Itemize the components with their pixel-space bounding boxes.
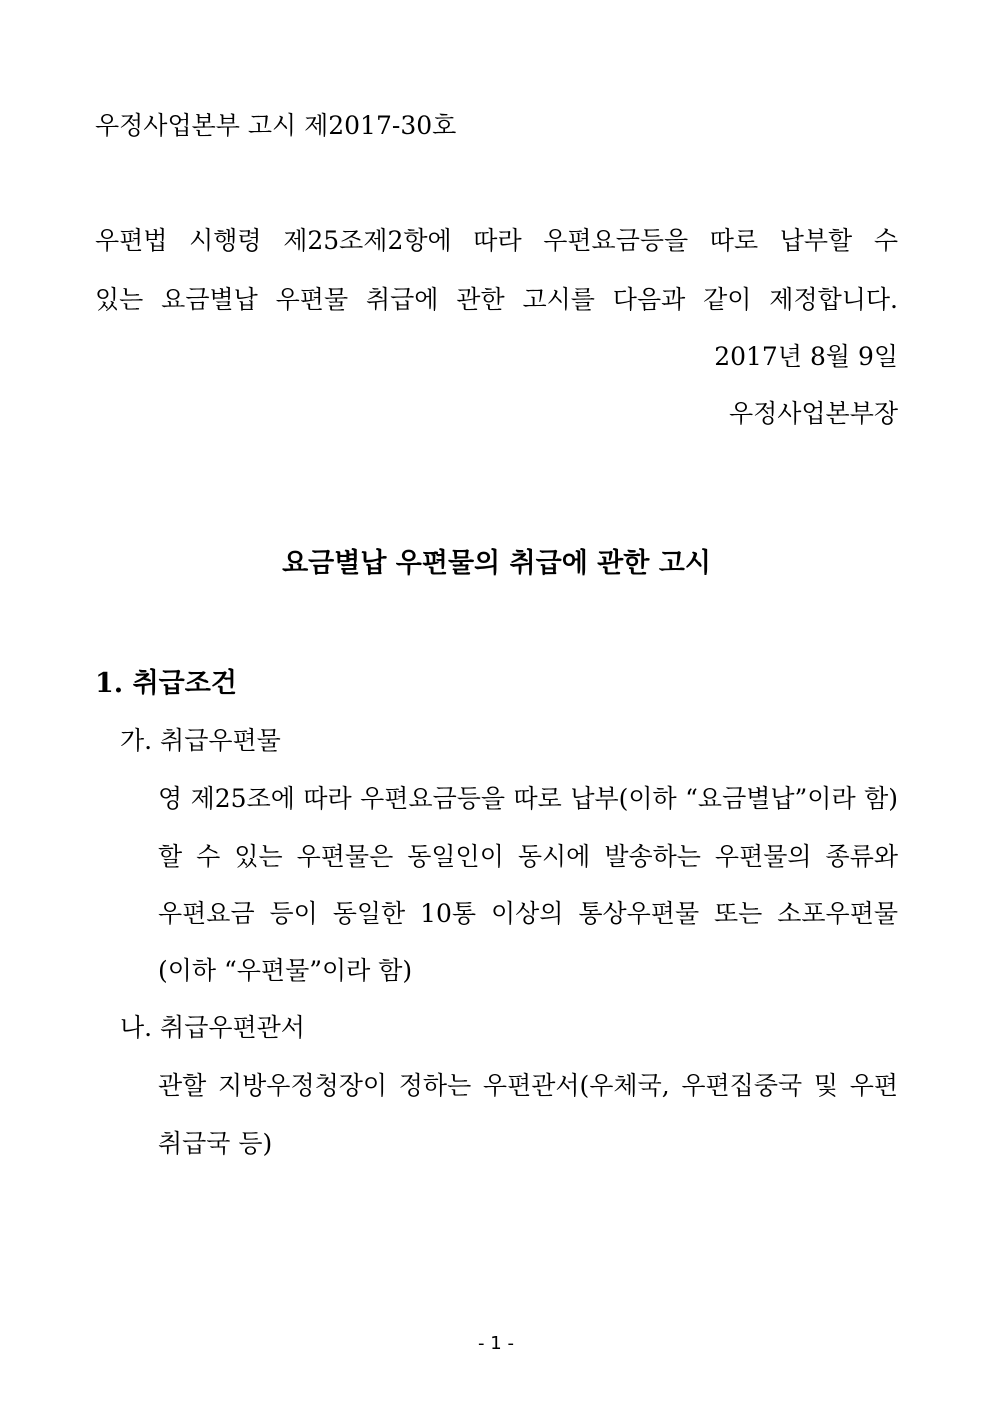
- body-text: 우편요금 등이 동일한 10통 이상의 통상우편물 또는 소포우편물: [158, 899, 898, 928]
- subsection-heading: 나. 취급우편관서: [120, 1013, 305, 1042]
- issuer: 우정사업본부장: [728, 399, 898, 428]
- page-number: - 1 -: [478, 1333, 514, 1354]
- section-heading: 1. 취급조건: [95, 668, 237, 699]
- preamble-text: 우편법 시행령 제25조제2항에 따라 우편요금등을 따로 납부할 수: [95, 226, 898, 255]
- notice-number: 우정사업본부 고시 제2017-30호: [95, 111, 457, 140]
- body-text: 취급국 등): [158, 1129, 273, 1158]
- subsection-heading: 가. 취급우편물: [120, 726, 281, 755]
- body-text: 관할 지방우정청장이 정하는 우편관서(우체국, 우편집중국 및 우편: [158, 1071, 898, 1100]
- body-text: 할 수 있는 우편물은 동일인이 동시에 발송하는 우편물의 종류와: [158, 842, 898, 871]
- preamble-text: 있는 요금별납 우편물 취급에 관한 고시를 다음과 같이 제정합니다.: [95, 285, 898, 314]
- body-text: (이하 “우편물”이라 함): [158, 956, 413, 985]
- issue-date: 2017년 8월 9일: [714, 342, 898, 371]
- document-title: 요금별납 우편물의 취급에 관한 고시: [282, 548, 711, 579]
- body-text: 영 제25조에 따라 우편요금등을 따로 납부(이하 “요금별납”이라 함): [158, 784, 898, 813]
